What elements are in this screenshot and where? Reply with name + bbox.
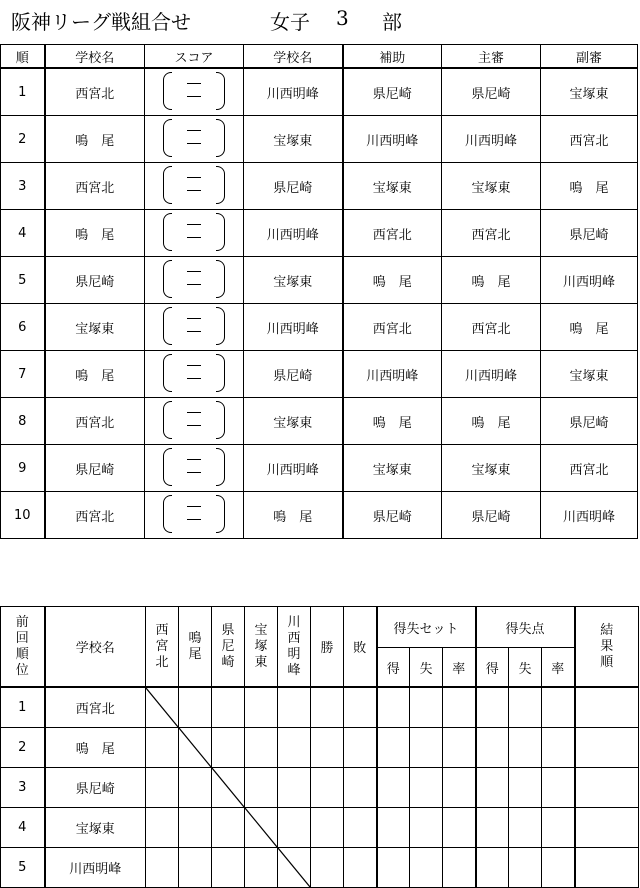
score-bracket	[163, 164, 225, 204]
assist-school: 西宮北	[343, 304, 442, 351]
score-bracket	[163, 305, 225, 345]
point-ratio-cell[interactable]	[542, 728, 575, 768]
match-result-cell[interactable]	[212, 728, 245, 768]
header-chief-referee: 主審	[442, 45, 541, 69]
schedule-row	[1, 445, 638, 492]
school-b: 県尼崎	[244, 163, 343, 210]
score-entry[interactable]	[145, 492, 244, 539]
school-b: 宝塚東	[244, 398, 343, 445]
losses-cell[interactable]	[344, 728, 377, 768]
set-ratio-cell[interactable]	[443, 808, 476, 848]
header-result-rank: 結 果 順	[575, 607, 639, 688]
wins-cell[interactable]	[311, 808, 344, 848]
point-gain-cell[interactable]	[476, 768, 509, 808]
chief-referee-school: 鳴 尾	[442, 398, 541, 445]
header-assist: 補助	[343, 45, 442, 69]
school-a: 鳴 尾	[45, 351, 145, 398]
match-result-cell[interactable]	[245, 848, 278, 888]
set-gain-cell[interactable]	[377, 687, 410, 728]
sub-referee-school: 西宮北	[541, 116, 638, 163]
match-result-cell[interactable]	[245, 687, 278, 728]
school-a: 県尼崎	[45, 257, 145, 304]
diagonal-line	[179, 728, 211, 767]
sub-referee-school: 西宮北	[541, 445, 638, 492]
standings-row	[1, 687, 639, 728]
score-bracket	[163, 446, 225, 486]
schedule-header-row	[1, 45, 638, 69]
chief-referee-school: 川西明峰	[442, 351, 541, 398]
score-entry[interactable]	[145, 210, 244, 257]
sub-referee-school: 県尼崎	[541, 210, 638, 257]
schedule-row	[1, 163, 638, 210]
school-a: 西宮北	[45, 492, 145, 539]
point-gain-cell[interactable]	[476, 687, 509, 728]
match-result-cell[interactable]	[179, 768, 212, 808]
header-previous-rank: 前 回 順 位	[1, 607, 45, 688]
result-rank-cell[interactable]	[575, 728, 639, 768]
school-a: 鳴 尾	[45, 210, 145, 257]
header-point-lose: 失	[509, 648, 542, 688]
header-losses: 敗	[344, 607, 377, 688]
match-number: 4	[1, 210, 45, 257]
self-match-cell	[179, 728, 212, 768]
wins-cell[interactable]	[311, 687, 344, 728]
sub-referee-school: 宝塚東	[541, 68, 638, 116]
assist-school: 鳴 尾	[343, 398, 442, 445]
match-result-cell[interactable]	[278, 687, 311, 728]
header-point-group: 得失点	[476, 607, 575, 648]
assist-school: 川西明峰	[343, 116, 442, 163]
result-rank-cell[interactable]	[575, 687, 639, 728]
school-name: 鳴 尾	[45, 728, 146, 768]
school-name: 宝塚東	[45, 808, 146, 848]
match-result-cell[interactable]	[179, 808, 212, 848]
match-number: 9	[1, 445, 45, 492]
set-ratio-cell[interactable]	[443, 687, 476, 728]
set-gain-cell[interactable]	[377, 808, 410, 848]
header-school-b: 学校名	[244, 45, 343, 69]
score-bracket	[163, 352, 225, 392]
schedule-row	[1, 210, 638, 257]
result-rank-cell[interactable]	[575, 808, 639, 848]
result-rank-cell[interactable]	[575, 768, 639, 808]
header-set-group: 得失セット	[377, 607, 476, 648]
point-gain-cell[interactable]	[476, 728, 509, 768]
match-result-cell[interactable]	[146, 808, 179, 848]
point-lose-cell[interactable]	[509, 768, 542, 808]
standings-table	[0, 606, 639, 888]
point-ratio-cell[interactable]	[542, 848, 575, 888]
set-ratio-cell[interactable]	[443, 728, 476, 768]
header-set-lose: 失	[410, 648, 443, 688]
chief-referee-school: 西宮北	[442, 304, 541, 351]
set-gain-cell[interactable]	[377, 728, 410, 768]
chief-referee-school: 西宮北	[442, 210, 541, 257]
result-rank-cell[interactable]	[575, 848, 639, 888]
score-bracket	[163, 70, 225, 110]
schedule-row	[1, 398, 638, 445]
chief-referee-school: 県尼崎	[442, 492, 541, 539]
previous-rank: 2	[1, 728, 45, 768]
match-number: 10	[1, 492, 45, 539]
score-bracket	[163, 211, 225, 251]
school-a: 鳴 尾	[45, 116, 145, 163]
assist-school: 川西明峰	[343, 351, 442, 398]
point-lose-cell[interactable]	[509, 808, 542, 848]
category-label: 女子	[270, 10, 310, 34]
point-ratio-cell[interactable]	[542, 687, 575, 728]
chief-referee-school: 宝塚東	[442, 163, 541, 210]
school-name: 西宮北	[45, 687, 146, 728]
losses-cell[interactable]	[344, 848, 377, 888]
diagonal-line	[146, 688, 178, 727]
school-b: 宝塚東	[244, 116, 343, 163]
diagonal-line	[278, 848, 310, 887]
match-result-cell[interactable]	[245, 728, 278, 768]
wins-cell[interactable]	[311, 848, 344, 888]
standings-row	[1, 768, 639, 808]
score-bracket	[163, 258, 225, 298]
sub-referee-school: 鳴 尾	[541, 163, 638, 210]
match-result-cell[interactable]	[212, 808, 245, 848]
school-b: 川西明峰	[244, 210, 343, 257]
header-set-gain: 得	[377, 648, 410, 688]
header-score: スコア	[145, 45, 244, 69]
losses-cell[interactable]	[344, 768, 377, 808]
match-number: 5	[1, 257, 45, 304]
division-suffix: 部	[382, 10, 402, 34]
school-b: 川西明峰	[244, 68, 343, 116]
chief-referee-school: 鳴 尾	[442, 257, 541, 304]
assist-school: 県尼崎	[343, 68, 442, 116]
header-wins: 勝	[311, 607, 344, 688]
schedule-row	[1, 492, 638, 539]
self-match-cell	[278, 848, 311, 888]
set-gain-cell[interactable]	[377, 848, 410, 888]
point-ratio-cell[interactable]	[542, 768, 575, 808]
header-vs-naruo: 鳴 尾	[179, 607, 212, 688]
match-number: 7	[1, 351, 45, 398]
set-lose-cell[interactable]	[410, 848, 443, 888]
assist-school: 西宮北	[343, 210, 442, 257]
school-name: 県尼崎	[45, 768, 146, 808]
assist-school: 県尼崎	[343, 492, 442, 539]
header-point-gain: 得	[476, 648, 509, 688]
match-number: 3	[1, 163, 45, 210]
score-bracket	[163, 399, 225, 439]
self-match-cell	[245, 808, 278, 848]
assist-school: 宝塚東	[343, 445, 442, 492]
header-school: 学校名	[45, 607, 146, 688]
match-result-cell[interactable]	[212, 687, 245, 728]
school-b: 川西明峰	[244, 445, 343, 492]
schedule-row	[1, 68, 638, 116]
score-entry[interactable]	[145, 163, 244, 210]
school-a: 西宮北	[45, 398, 145, 445]
header-vs-nishinomiyakita: 西 宮 北	[146, 607, 179, 688]
school-a: 県尼崎	[45, 445, 145, 492]
school-a: 宝塚東	[45, 304, 145, 351]
school-b: 川西明峰	[244, 304, 343, 351]
self-match-cell	[212, 768, 245, 808]
set-lose-cell[interactable]	[410, 808, 443, 848]
page-title: 阪神リーグ戦組合せ	[11, 10, 191, 34]
wins-cell[interactable]	[311, 768, 344, 808]
losses-cell[interactable]	[344, 808, 377, 848]
sub-referee-school: 川西明峰	[541, 492, 638, 539]
match-result-cell[interactable]	[146, 768, 179, 808]
match-number: 8	[1, 398, 45, 445]
header-set-ratio: 率	[443, 648, 476, 688]
set-lose-cell[interactable]	[410, 768, 443, 808]
schedule-row	[1, 257, 638, 304]
set-gain-cell[interactable]	[377, 768, 410, 808]
sub-referee-school: 県尼崎	[541, 398, 638, 445]
school-b: 県尼崎	[244, 351, 343, 398]
standings-row	[1, 728, 639, 768]
match-result-cell[interactable]	[179, 848, 212, 888]
match-result-cell[interactable]	[278, 768, 311, 808]
match-result-cell[interactable]	[278, 728, 311, 768]
school-b: 鳴 尾	[244, 492, 343, 539]
score-bracket	[163, 117, 225, 157]
match-number: 1	[1, 68, 45, 116]
point-ratio-cell[interactable]	[542, 808, 575, 848]
header-order: 順	[1, 45, 45, 69]
diagonal-line	[245, 808, 277, 847]
header-vs-kenamagasaki: 県 尼 崎	[212, 607, 245, 688]
school-a: 西宮北	[45, 68, 145, 116]
school-name: 川西明峰	[45, 848, 146, 888]
match-result-cell[interactable]	[245, 768, 278, 808]
previous-rank: 3	[1, 768, 45, 808]
school-a: 西宮北	[45, 163, 145, 210]
losses-cell[interactable]	[344, 687, 377, 728]
diagonal-line	[212, 768, 244, 807]
match-result-cell[interactable]	[179, 687, 212, 728]
score-entry[interactable]	[145, 68, 244, 116]
assist-school: 宝塚東	[343, 163, 442, 210]
sub-referee-school: 川西明峰	[541, 257, 638, 304]
previous-rank: 4	[1, 808, 45, 848]
point-gain-cell[interactable]	[476, 808, 509, 848]
standings-header-row-1	[1, 607, 639, 648]
previous-rank: 5	[1, 848, 45, 888]
title-row	[0, 0, 640, 40]
chief-referee-school: 宝塚東	[442, 445, 541, 492]
header-point-ratio: 率	[542, 648, 575, 688]
previous-rank: 1	[1, 687, 45, 728]
wins-cell[interactable]	[311, 728, 344, 768]
school-b: 宝塚東	[244, 257, 343, 304]
point-lose-cell[interactable]	[509, 728, 542, 768]
match-result-cell[interactable]	[212, 848, 245, 888]
chief-referee-school: 県尼崎	[442, 68, 541, 116]
header-vs-kawanishimeiho: 川 西 明 峰	[278, 607, 311, 688]
chief-referee-school: 川西明峰	[442, 116, 541, 163]
match-number: 6	[1, 304, 45, 351]
schedule-row	[1, 304, 638, 351]
header-sub-referee: 副審	[541, 45, 638, 69]
standings-row	[1, 808, 639, 848]
match-result-cell[interactable]	[146, 848, 179, 888]
standings-row	[1, 848, 639, 888]
point-lose-cell[interactable]	[509, 687, 542, 728]
set-lose-cell[interactable]	[410, 687, 443, 728]
score-entry[interactable]	[145, 116, 244, 163]
set-lose-cell[interactable]	[410, 728, 443, 768]
self-match-cell	[146, 687, 179, 728]
match-schedule-table	[0, 44, 638, 539]
score-entry[interactable]	[145, 398, 244, 445]
match-number: 2	[1, 116, 45, 163]
score-entry[interactable]	[145, 445, 244, 492]
header-vs-takarazukahigashi: 宝 塚 東	[245, 607, 278, 688]
score-entry[interactable]	[145, 304, 244, 351]
score-bracket	[163, 493, 225, 533]
point-gain-cell[interactable]	[476, 848, 509, 888]
schedule-row	[1, 351, 638, 398]
score-entry[interactable]	[145, 257, 244, 304]
set-ratio-cell[interactable]	[443, 768, 476, 808]
assist-school: 鳴 尾	[343, 257, 442, 304]
sub-referee-school: 宝塚東	[541, 351, 638, 398]
match-result-cell[interactable]	[146, 728, 179, 768]
set-ratio-cell[interactable]	[443, 848, 476, 888]
point-lose-cell[interactable]	[509, 848, 542, 888]
division-number: 3	[336, 6, 349, 30]
match-result-cell[interactable]	[278, 808, 311, 848]
schedule-row	[1, 116, 638, 163]
sub-referee-school: 鳴 尾	[541, 304, 638, 351]
score-entry[interactable]	[145, 351, 244, 398]
header-school-a: 学校名	[45, 45, 145, 69]
